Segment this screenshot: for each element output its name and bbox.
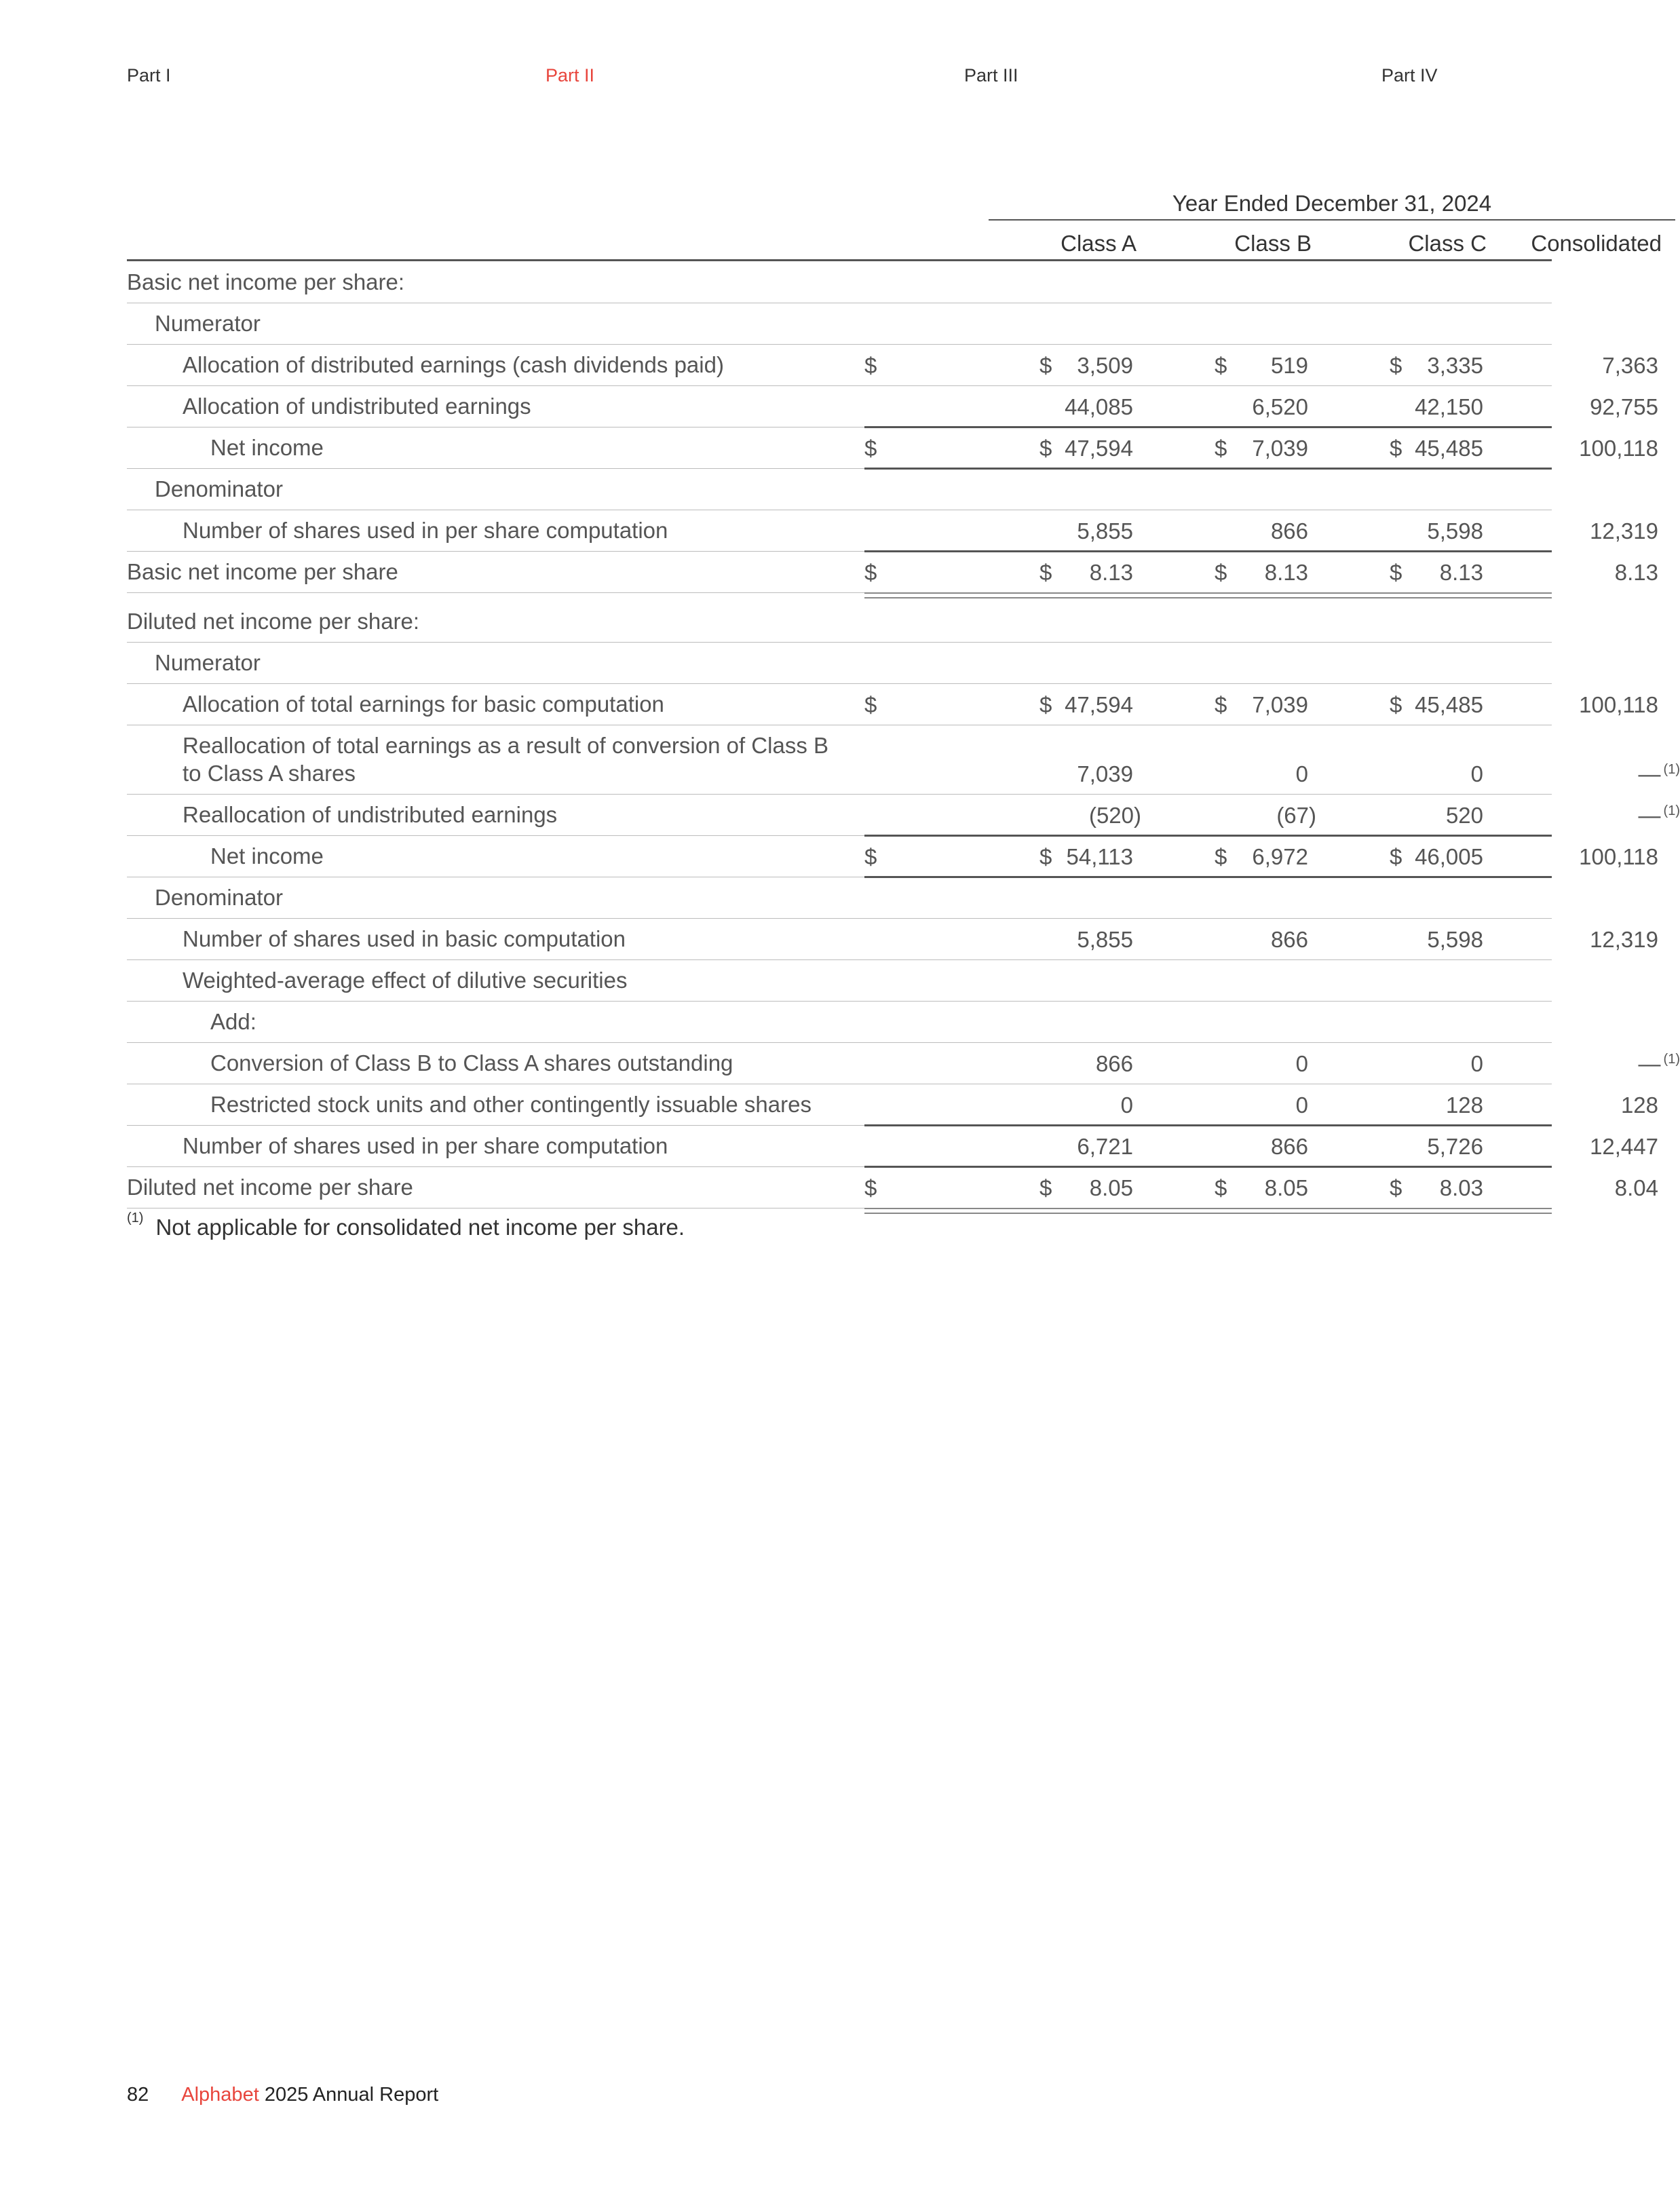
- value-consolidated: [1495, 1051, 1680, 1077]
- value-class-a: (520): [1088, 803, 1141, 828]
- row-label: Net income: [210, 434, 324, 460]
- period-header: Year Ended December 31, 2024: [989, 183, 1675, 221]
- value-class-c: 45,485: [1415, 692, 1483, 717]
- row-label: [183, 731, 828, 788]
- table-row: [127, 601, 1552, 643]
- row-label: Denominator: [155, 476, 283, 501]
- table-row: [127, 345, 1658, 386]
- table-footnote: [127, 1211, 685, 1240]
- column-header-class-b: Class B: [1234, 231, 1312, 256]
- dollar-sign: $: [1039, 692, 1052, 717]
- value-class-c: 45,485: [1415, 436, 1483, 461]
- dollar-sign: $: [1390, 436, 1402, 461]
- page-footer: [127, 2084, 438, 2106]
- table-row: [127, 836, 1658, 877]
- value-class-b: 7,039: [1252, 692, 1308, 717]
- value-consolidated: 8.04: [1614, 1175, 1658, 1200]
- part-navigation: [0, 65, 1680, 92]
- value-class-c: 128: [1445, 1092, 1483, 1118]
- value-consolidated: 100,118: [1579, 436, 1658, 461]
- dollar-sign: $: [864, 353, 877, 378]
- row-label: Number of shares used in basic computation: [183, 926, 626, 951]
- value-class-b: 7,039: [1252, 436, 1308, 461]
- row-label: Number of shares used in per share computation: [183, 1132, 668, 1158]
- table-row: [127, 725, 1680, 795]
- value-class-a: 5,855: [1077, 518, 1133, 544]
- dollar-sign: $: [864, 436, 877, 461]
- table-row: [127, 1043, 1680, 1084]
- dollar-sign: $: [1215, 692, 1227, 717]
- row-label: Denominator: [155, 884, 283, 910]
- value-consolidated: 12,319: [1590, 927, 1658, 952]
- brand-name: Alphabet: [181, 2084, 259, 2106]
- row-label: Numerator: [155, 310, 261, 336]
- value-class-a: 8.05: [1089, 1175, 1133, 1200]
- dollar-sign: $: [1215, 353, 1227, 378]
- footnote-marker: (1): [1663, 1052, 1680, 1067]
- dollar-sign: $: [1390, 353, 1402, 378]
- dollar-sign: $: [1039, 436, 1052, 461]
- table-row: [127, 1084, 1658, 1126]
- value-class-c: 8.13: [1439, 560, 1483, 585]
- row-label: Add:: [210, 1008, 256, 1034]
- value-class-a: 0: [1120, 1092, 1133, 1118]
- row-label: Restricted stock units and other contingently issuable shares: [210, 1091, 812, 1117]
- value-consolidated: [1495, 761, 1680, 787]
- row-label: Basic net income per share: [127, 558, 398, 584]
- dollar-sign: $: [1039, 1175, 1052, 1200]
- value-class-b: (67): [1276, 803, 1316, 828]
- footnote-marker: (1): [1663, 803, 1680, 818]
- value-consolidated: 12,447: [1590, 1134, 1658, 1159]
- dollar-sign: $: [1390, 844, 1402, 869]
- value-class-a: 47,594: [1065, 436, 1133, 461]
- value-class-b: 6,972: [1252, 844, 1308, 869]
- value-text: —: [1638, 761, 1661, 786]
- value-class-a: 5,855: [1077, 927, 1133, 952]
- value-class-b: 866: [1270, 1134, 1308, 1159]
- nav-link-part-2[interactable]: Part II: [546, 65, 595, 85]
- row-label: Numerator: [155, 649, 261, 675]
- value-class-a: 3,509: [1077, 353, 1133, 378]
- header-rule: [127, 259, 1552, 261]
- table-row: [127, 1002, 1552, 1043]
- value-consolidated: 8.13: [1614, 560, 1658, 585]
- value-consolidated: [1495, 803, 1680, 829]
- section-heading: Basic net income per share:: [127, 269, 405, 294]
- dollar-sign: $: [1215, 560, 1227, 585]
- value-class-b: 8.05: [1264, 1175, 1308, 1200]
- value-class-c: 0: [1470, 1051, 1483, 1076]
- value-consolidated: 92,755: [1590, 394, 1658, 419]
- row-label-line-2: to Class A shares: [183, 760, 356, 786]
- value-class-c: 3,335: [1427, 353, 1483, 378]
- value-class-c: 42,150: [1415, 394, 1483, 419]
- table-row: [127, 469, 1552, 510]
- table-row: [127, 427, 1658, 469]
- value-text: —: [1638, 803, 1661, 828]
- table-row: [127, 960, 1552, 1002]
- nav-link-part-4[interactable]: Part IV: [1381, 65, 1438, 85]
- dollar-sign: $: [1215, 844, 1227, 869]
- footnote-text: Not applicable for consolidated net income per share.: [155, 1215, 685, 1240]
- value-class-c: 520: [1445, 803, 1483, 828]
- row-label: Net income: [210, 843, 324, 869]
- dollar-sign: $: [1215, 1175, 1227, 1200]
- table-row: [127, 386, 1658, 427]
- dollar-sign: $: [864, 1175, 877, 1200]
- table-row: [127, 552, 1658, 593]
- value-class-b: 519: [1270, 353, 1308, 378]
- value-consolidated: 100,118: [1579, 692, 1658, 717]
- table-row: [127, 795, 1680, 836]
- value-consolidated: 7,363: [1602, 353, 1658, 378]
- value-class-a: 7,039: [1077, 761, 1133, 786]
- value-class-b: 866: [1270, 927, 1308, 952]
- table-row: [127, 684, 1658, 725]
- value-consolidated: 100,118: [1579, 844, 1658, 869]
- dollar-sign: $: [1039, 560, 1052, 585]
- nav-link-part-1[interactable]: Part I: [127, 65, 171, 85]
- value-class-c: 5,726: [1427, 1134, 1483, 1159]
- table-row: [127, 1167, 1658, 1208]
- dollar-sign: $: [1039, 353, 1052, 378]
- section-heading: Diluted net income per share:: [127, 608, 420, 634]
- table-row: [127, 1126, 1658, 1167]
- value-class-c: 46,005: [1415, 844, 1483, 869]
- row-label: Conversion of Class B to Class A shares outstanding: [210, 1050, 733, 1076]
- row-label: Allocation of undistributed earnings: [183, 393, 531, 419]
- dollar-sign: $: [1390, 560, 1402, 585]
- dollar-sign: $: [1215, 436, 1227, 461]
- row-label: Number of shares used in per share computation: [183, 517, 668, 543]
- dollar-sign: $: [1039, 844, 1052, 869]
- row-label: Reallocation of undistributed earnings: [183, 801, 558, 827]
- value-class-b: 0: [1295, 1051, 1308, 1076]
- dollar-sign: $: [864, 692, 877, 717]
- value-consolidated: 128: [1620, 1092, 1658, 1118]
- nav-link-part-3[interactable]: Part III: [964, 65, 1018, 85]
- value-class-c: 5,598: [1427, 927, 1483, 952]
- grand-total-rule: [864, 592, 1552, 598]
- value-class-a: 44,085: [1065, 394, 1133, 419]
- table-row: [127, 262, 1552, 303]
- footnote-marker: (1): [127, 1211, 144, 1225]
- table-row: [127, 919, 1658, 960]
- row-label: Diluted net income per share: [127, 1174, 413, 1200]
- row-label: Allocation of total earnings for basic computation: [183, 691, 664, 717]
- value-text: —: [1638, 1051, 1661, 1076]
- value-class-b: 0: [1295, 1092, 1308, 1118]
- table-row: [127, 643, 1552, 684]
- dollar-sign: $: [864, 844, 877, 869]
- value-class-b: 6,520: [1252, 394, 1308, 419]
- value-class-a: 866: [1095, 1051, 1133, 1076]
- table-row: [127, 877, 1552, 919]
- net-income-per-share-table: [127, 183, 1680, 1208]
- value-class-a: 6,721: [1077, 1134, 1133, 1159]
- table-row: [127, 510, 1658, 552]
- value-class-c: 8.03: [1439, 1175, 1483, 1200]
- column-header-class-a: Class A: [1061, 231, 1137, 256]
- table-row: [127, 303, 1552, 345]
- column-header-class-c: Class C: [1408, 231, 1487, 256]
- footnote-marker: (1): [1663, 762, 1680, 777]
- table-header: [127, 183, 1662, 262]
- value-class-b: 0: [1295, 761, 1308, 786]
- value-class-a: 47,594: [1065, 692, 1133, 717]
- value-class-b: 866: [1270, 518, 1308, 544]
- row-label-line-1: Reallocation of total earnings as a result of conversion of Class B: [183, 732, 829, 758]
- value-class-c: 0: [1470, 761, 1483, 786]
- value-class-b: 8.13: [1264, 560, 1308, 585]
- grand-total-rule: [864, 1208, 1552, 1214]
- value-class-a: 8.13: [1089, 560, 1133, 585]
- dollar-sign: $: [1390, 692, 1402, 717]
- value-consolidated: 12,319: [1590, 518, 1658, 544]
- page-number: 82: [127, 2084, 149, 2106]
- row-label: Allocation of distributed earnings (cash dividends paid): [183, 351, 724, 377]
- column-header-consolidated: Consolidated: [1531, 231, 1662, 256]
- row-label: Weighted-average effect of dilutive securities: [183, 967, 628, 993]
- report-title: 2025 Annual Report: [264, 2084, 439, 2106]
- value-class-c: 5,598: [1427, 518, 1483, 544]
- value-class-a: 54,113: [1066, 844, 1133, 869]
- dollar-sign: $: [1390, 1175, 1402, 1200]
- dollar-sign: $: [864, 560, 877, 585]
